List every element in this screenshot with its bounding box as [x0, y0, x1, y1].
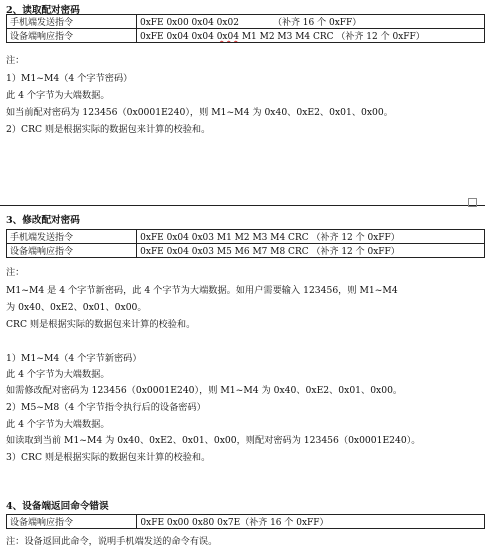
note-line: 此 4 个字节为大端数据。 [6, 419, 110, 430]
row-label: 设备端响应指令 [7, 515, 137, 529]
table-row [7, 515, 485, 529]
note-line: 2）CRC 则是根据实际的数据包来计算的校验和。 [6, 124, 211, 135]
note-line: CRC 则是根据实际的数据包来计算的校验和。 [6, 319, 196, 330]
row-label: 手机端发送指令 [7, 230, 137, 244]
note-line: 此 4 个字节为大端数据。 [6, 90, 110, 101]
section-4-heading: 4、设备端返回命令错误 [6, 501, 109, 512]
note-line: 1）M1~M4（4 个字节密码） [6, 73, 133, 84]
anchor-icon [468, 198, 477, 207]
note-line: 注：设备返回此命令，说明手机端发送的命令有误。 [6, 536, 218, 547]
note-label: 注： [6, 267, 25, 278]
section-2-heading: 2、读取配对密码 [6, 5, 80, 16]
row-label: 设备端响应指令 [7, 29, 137, 43]
table-row [7, 244, 485, 258]
row-value: 0xFE 0x04 0x04 0x04 M1 M2 M3 M4 CRC （补齐 12 个 0xFF） [136, 29, 484, 43]
padding-note: （补齐 16 个 0xFF） [272, 18, 362, 28]
note-line: 2）M5~M8（4 个字节指令执行后的设备密码） [6, 402, 206, 413]
note-line: 如读取到当前 M1~M4 为 0x40、0xE2、0x01、0x00，则配对密码为 123456（0x0001E240）。 [6, 435, 421, 446]
table-row [7, 230, 485, 244]
note-line: 此 4 个字节为大端数据。 [6, 369, 110, 380]
row-label: 手机端发送指令 [7, 15, 137, 29]
row-value: 0xFE 0x04 0x03 M1 M2 M3 M4 CRC （补齐 12 个 0xFF） [137, 230, 485, 244]
row-value: 0xFE 0x00 0x04 0x02 （补齐 16 个 0xFF） [136, 15, 484, 29]
table-row [7, 15, 485, 29]
note-line: M1~M4 是 4 个字节新密码，此 4 个字节为大端数据。如用户需要输入 123456，则 M1~M4 [6, 285, 398, 296]
modify-password-command-table [6, 229, 485, 258]
note-line: 为 0x40、0xE2、0x01、0x00。 [6, 302, 147, 313]
note-line: 1）M1~M4（4 个字节新密码） [6, 353, 142, 364]
error-response-command-table [6, 514, 485, 529]
spellcheck-underlined-text: 0x04 [216, 32, 239, 42]
row-value: 0xFE 0x04 0x03 M5 M6 M7 M8 CRC （补齐 12 个 0xFF） [137, 244, 485, 258]
table-row [7, 29, 485, 43]
note-line: 如当前配对密码为 123456（0x0001E240），则 M1~M4 为 0x40、0xE2、0x01、0x00。 [6, 107, 393, 118]
note-line: 如需修改配对密码为 123456（0x0001E240），则 M1~M4 为 0x40、0xE2、0x01、0x00。 [6, 385, 403, 396]
section-divider [0, 205, 485, 206]
row-value: 0xFE 0x00 0x80 0x7E（补齐 16 个 0xFF） [137, 515, 485, 529]
note-label: 注： [6, 55, 25, 66]
note-line: 3）CRC 则是根据实际的数据包来计算的校验和。 [6, 452, 211, 463]
row-label: 设备端响应指令 [7, 244, 137, 258]
section-3-heading: 3、修改配对密码 [6, 215, 80, 226]
read-password-command-table [6, 14, 485, 43]
